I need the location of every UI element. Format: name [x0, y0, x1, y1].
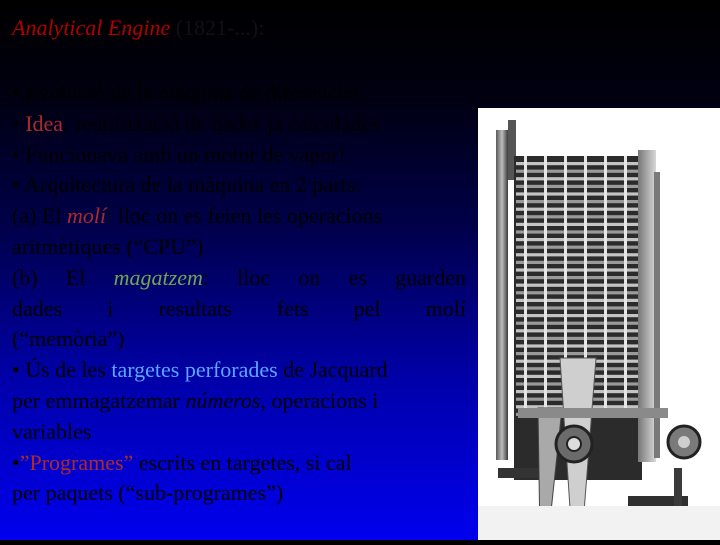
wheel-stack-plate — [516, 299, 638, 302]
title-main: Analytical Engine — [12, 15, 171, 40]
slide-body — [12, 78, 466, 509]
part-b-line2: dades i resultats fets pel molí — [12, 295, 466, 321]
wheel-stack-plate — [516, 337, 638, 340]
punched-cards-keyword: targetes perforades — [111, 357, 278, 383]
cards-line2-prefix: per emmagatzemar — [12, 387, 186, 413]
wheel-stack-plate — [516, 162, 638, 165]
wheel-stack-plate — [516, 238, 638, 241]
programs-line2: per paquets (“sub-programes”) — [12, 480, 284, 506]
bullet-marker: • — [12, 110, 26, 136]
bullet-punched-cards — [12, 355, 466, 386]
wheel-stack-plate — [516, 208, 638, 211]
wheel-stack-plate — [516, 223, 638, 226]
part-b-line3: (“memòria”) — [12, 326, 125, 352]
wheel-stack-plate — [516, 322, 638, 325]
cards-prefix: • Ús de les — [12, 357, 112, 383]
bullet-architecture: • Arquitectura de la màquina en 2 parts: — [12, 172, 362, 198]
part-a-line2: aritmètiques (“CPU”) — [12, 233, 204, 259]
wheel-stack-plate — [516, 352, 638, 355]
wheel-stack-plate — [516, 192, 638, 195]
wheel-stack-plate — [516, 230, 638, 233]
part-b-line1 — [12, 263, 466, 294]
wheel-stack-plate — [516, 261, 638, 264]
part-a-text: : lloc on es feien les operacions — [106, 203, 383, 229]
column-rod — [624, 156, 627, 416]
cards-text: de Jacquard — [277, 357, 388, 383]
wheel-stack-plate — [516, 344, 638, 347]
wheel-stack-plate — [516, 253, 638, 256]
part-a-prefix: (a) El — [12, 203, 67, 229]
bullet-evolution: • Evolució de la màquina de diferències — [12, 80, 362, 105]
bullet-idea — [12, 109, 466, 140]
wheel-stack-plate — [516, 170, 638, 173]
wheel-stack-plate — [516, 268, 638, 271]
analytical-engine-photo — [478, 108, 720, 540]
store-keyword: magatzem — [113, 264, 203, 290]
programs-keyword: ”Programes” — [19, 449, 134, 475]
wheel-stack-plate — [516, 291, 638, 294]
mill-keyword: molí — [66, 203, 107, 229]
wheel-stack-plate — [516, 306, 638, 309]
column-rod — [524, 156, 527, 416]
part-b-prefix: (b) El — [12, 264, 114, 290]
wheel-stack-plate — [516, 276, 638, 279]
idea-text: : reutilització de dades ja calculades — [63, 110, 381, 136]
numbers-keyword: números — [185, 387, 261, 413]
wheel-stack-plate — [516, 314, 638, 317]
title-years: (1821-...): — [170, 15, 265, 40]
programs-bullet: • — [12, 449, 20, 475]
wheel-stack-plate — [516, 284, 638, 287]
wheel-stack-plate — [516, 200, 638, 203]
cards-line2-text: , operacions i — [260, 387, 379, 413]
part-b-text: : lloc on es guarden — [202, 264, 466, 290]
column-rod — [604, 156, 607, 416]
wheel-stack-plate — [516, 185, 638, 188]
wheel-stack-plate — [516, 177, 638, 180]
bullet-programs — [12, 448, 466, 479]
wheel-stack-plate — [516, 329, 638, 332]
cards-line2 — [12, 386, 466, 417]
programs-text: escrits en targetes, si cal — [133, 449, 352, 475]
wheel-stack-plate — [516, 215, 638, 218]
column-rod — [544, 156, 547, 416]
idea-keyword: Idea — [25, 110, 64, 136]
cards-line3: variables — [12, 418, 92, 444]
slide-title — [12, 14, 264, 42]
part-a-line1 — [12, 201, 466, 232]
wheel-stack-plate — [516, 246, 638, 249]
analytical-engine-illustration — [478, 108, 720, 540]
bullet-steam: • Funcionava amb un motor de vapor! — [12, 141, 346, 167]
